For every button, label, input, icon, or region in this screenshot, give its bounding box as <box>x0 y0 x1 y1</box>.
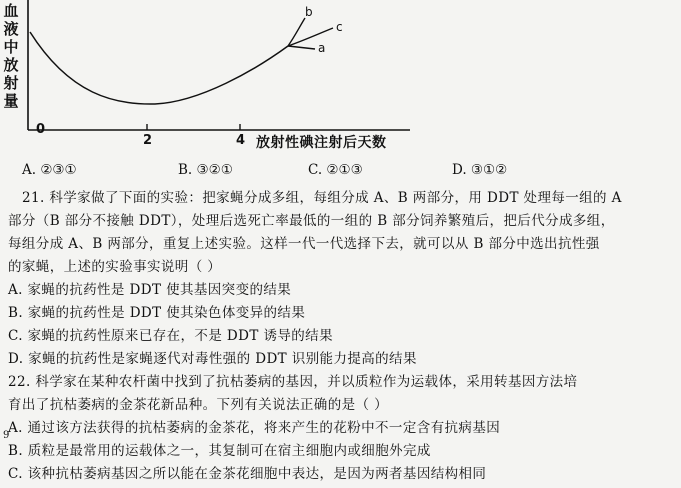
q22-stem-line-1: 22. 科学家在某种农杆菌中找到了抗枯萎病的基因，并以质粒作为运载体，采用转基因方法培 <box>8 374 578 390</box>
q21-stem-line-2: 部分（B 部分不接触 DDT），处理后选死亡率最低的一组的 B 部分饲养繁殖后，把后代分成多组， <box>8 213 615 229</box>
curve-label-b: b <box>305 5 313 19</box>
q21-option-c: C. 家蝇的抗药性原来已存在，不是 DDT 诱导的结果 <box>8 328 333 344</box>
y-label-char: 射 <box>3 74 19 92</box>
curve-a <box>288 46 315 49</box>
curve-label-c: c <box>336 20 343 34</box>
q21-stem-line-1: 21. 科学家做了下面的实验：把家蝇分成多组，每组分成 A、B 两部分，用 DDT 处理每一组的 A <box>22 190 622 206</box>
q22-stem-line-2: 育出了抗枯萎病的金茶花新品种。下列有关说法正确的是（ ） <box>8 397 388 413</box>
y-axis-label <box>2 2 20 110</box>
radioactivity-graph <box>0 0 420 158</box>
margin-mark: 9 <box>3 430 10 441</box>
y-label-char: 血 <box>3 2 19 20</box>
y-label-char: 中 <box>3 38 19 56</box>
q22-option-c: C. 该种抗枯萎病基因之所以能在金茶花细胞中表达，是因为两者基因结构相同 <box>8 466 487 482</box>
q20-option-c: C. ②①③ <box>308 162 363 178</box>
q21-option-b: B. 家蝇的抗药性是 DDT 使其染色体变异的结果 <box>8 305 306 321</box>
x-tick-label-4: 4 <box>236 133 246 148</box>
q21-option-d: D. 家蝇的抗药性是家蝇逐代对毒性强的 DDT 识别能力提高的结果 <box>8 351 417 367</box>
q21-stem-line-4: 的家蝇，上述的实验事实说明（ ） <box>8 259 222 275</box>
origin-label: 0 <box>36 122 46 137</box>
y-label-char: 量 <box>3 92 19 110</box>
q20-option-a: A. ②③① <box>22 162 77 178</box>
curve-b <box>288 18 305 46</box>
q21-option-a: A. 家蝇的抗药性是 DDT 使其基因突变的结果 <box>8 282 292 298</box>
q22-option-a: A. 通过该方法获得的抗枯萎病的金茶花，将来产生的花粉中不一定含有抗病基因 <box>8 420 501 436</box>
y-label-char: 放 <box>3 56 19 74</box>
main-curve <box>30 32 288 104</box>
q20-option-d: D. ③①② <box>452 162 508 178</box>
q22-option-b: B. 质粒是最常用的运载体之一，其复制可在宿主细胞内或细胞外完成 <box>8 443 431 459</box>
q21-stem-line-3: 每组分成 A、B 两部分，重复上述实验。这样一代一代选择下去，就可以从 B 部分中选出抗性强 <box>8 236 600 252</box>
x-axis-label: 放射性碘注射后天数 <box>256 135 387 151</box>
x-tick-label-2: 2 <box>143 133 153 148</box>
curve-label-a: a <box>318 41 326 55</box>
q20-option-b: B. ③②① <box>178 162 233 178</box>
curve-c <box>288 28 333 46</box>
y-label-char: 液 <box>3 20 19 38</box>
